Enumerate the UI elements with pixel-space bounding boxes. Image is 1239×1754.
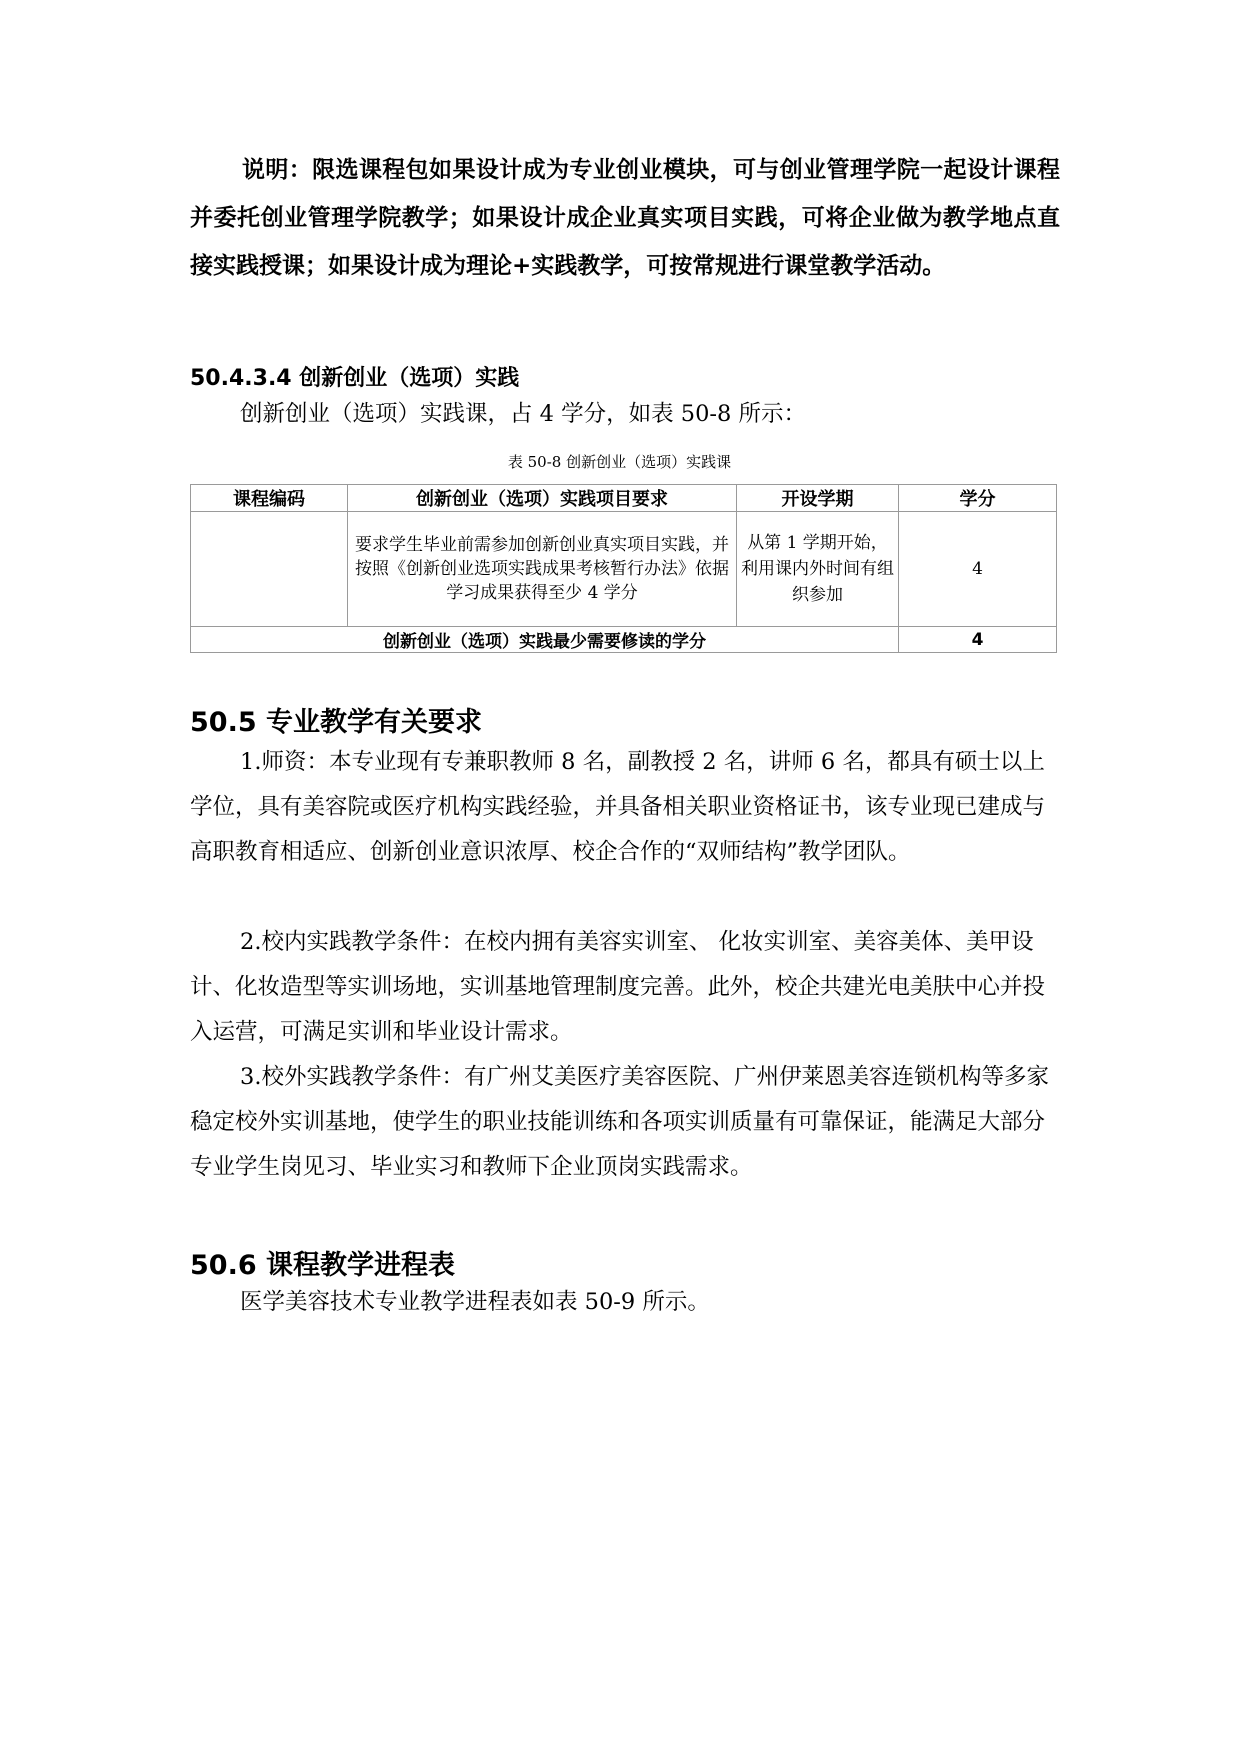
section-heading-50-6: 50.6 课程教学进程表	[190, 1250, 456, 1281]
cell-course-code	[191, 512, 348, 627]
header-credits: 学分	[899, 485, 1057, 512]
table-header-row	[191, 485, 1057, 512]
paragraph-oncampus: 2.校内实践教学条件：在校内拥有美容实训室、 化妆实训室、美容美体、美甲设计、化妆造型等实训场地，实训基地管理制度完善。此外，校企共建光电美肤中心并投入运营，可满足实训和毕业设计需求。	[190, 929, 1046, 1045]
section-heading-50-4-3-4: 50.4.3.4 创新创业（选项）实践	[190, 366, 520, 391]
header-course-code: 课程编码	[191, 485, 348, 512]
table-caption: 表 50-8 创新创业（选项）实践课	[507, 453, 732, 471]
practice-course-table	[190, 484, 1057, 653]
cell-term: 从第 1 学期开始，利用课内外时间有组织参加	[737, 512, 899, 627]
section-intro-50-4-3-4: 创新创业（选项）实践课，占 4 学分，如表 50-8 所示：	[240, 401, 806, 427]
header-term: 开设学期	[737, 485, 899, 512]
section-intro-50-6: 医学美容技术专业教学进程表如表 50-9 所示。	[240, 1289, 710, 1315]
paragraph-offcampus: 3.校外实践教学条件：有广州艾美医疗美容医院、广州伊莱恩美容连锁机构等多家稳定校外实训基地，使学生的职业技能训练和各项实训质量有可靠保证，能满足大部分专业学生岗见习、毕业实习和教师下企业顶岗实践需求。	[190, 1064, 1049, 1180]
note-paragraph: 说明：限选课程包如果设计成为专业创业模块，可与创业管理学院一起设计课程并委托创业管理学院教学；如果设计成企业真实项目实践，可将企业做为教学地点直接实践授课；如果设计成为理论+实践教学，可按常规进行课堂教学活动。	[190, 157, 1060, 279]
cell-requirement: 要求学生毕业前需参加创新创业真实项目实践，并按照《创新创业选项实践成果考核暂行办法》依据学习成果获得至少 4 学分	[348, 512, 737, 627]
paragraph-faculty: 1.师资：本专业现有专兼职教师 8 名，副教授 2 名，讲师 6 名，都具有硕士以上学位，具有美容院或医疗机构实践经验，并具备相关职业资格证书，该专业现已建成与高职教育相适应、创新创业意识浓厚、校企合作的“双师结构”教学团队。	[190, 749, 1046, 865]
section-heading-50-5: 50.5 专业教学有关要求	[190, 707, 483, 738]
table-summary-row	[191, 627, 1057, 653]
summary-credits: 4	[899, 627, 1057, 653]
cell-credits: 4	[899, 512, 1057, 627]
summary-label: 创新创业（选项）实践最少需要修读的学分	[191, 627, 899, 653]
header-requirement: 创新创业（选项）实践项目要求	[348, 485, 737, 512]
table-row	[191, 512, 1057, 627]
